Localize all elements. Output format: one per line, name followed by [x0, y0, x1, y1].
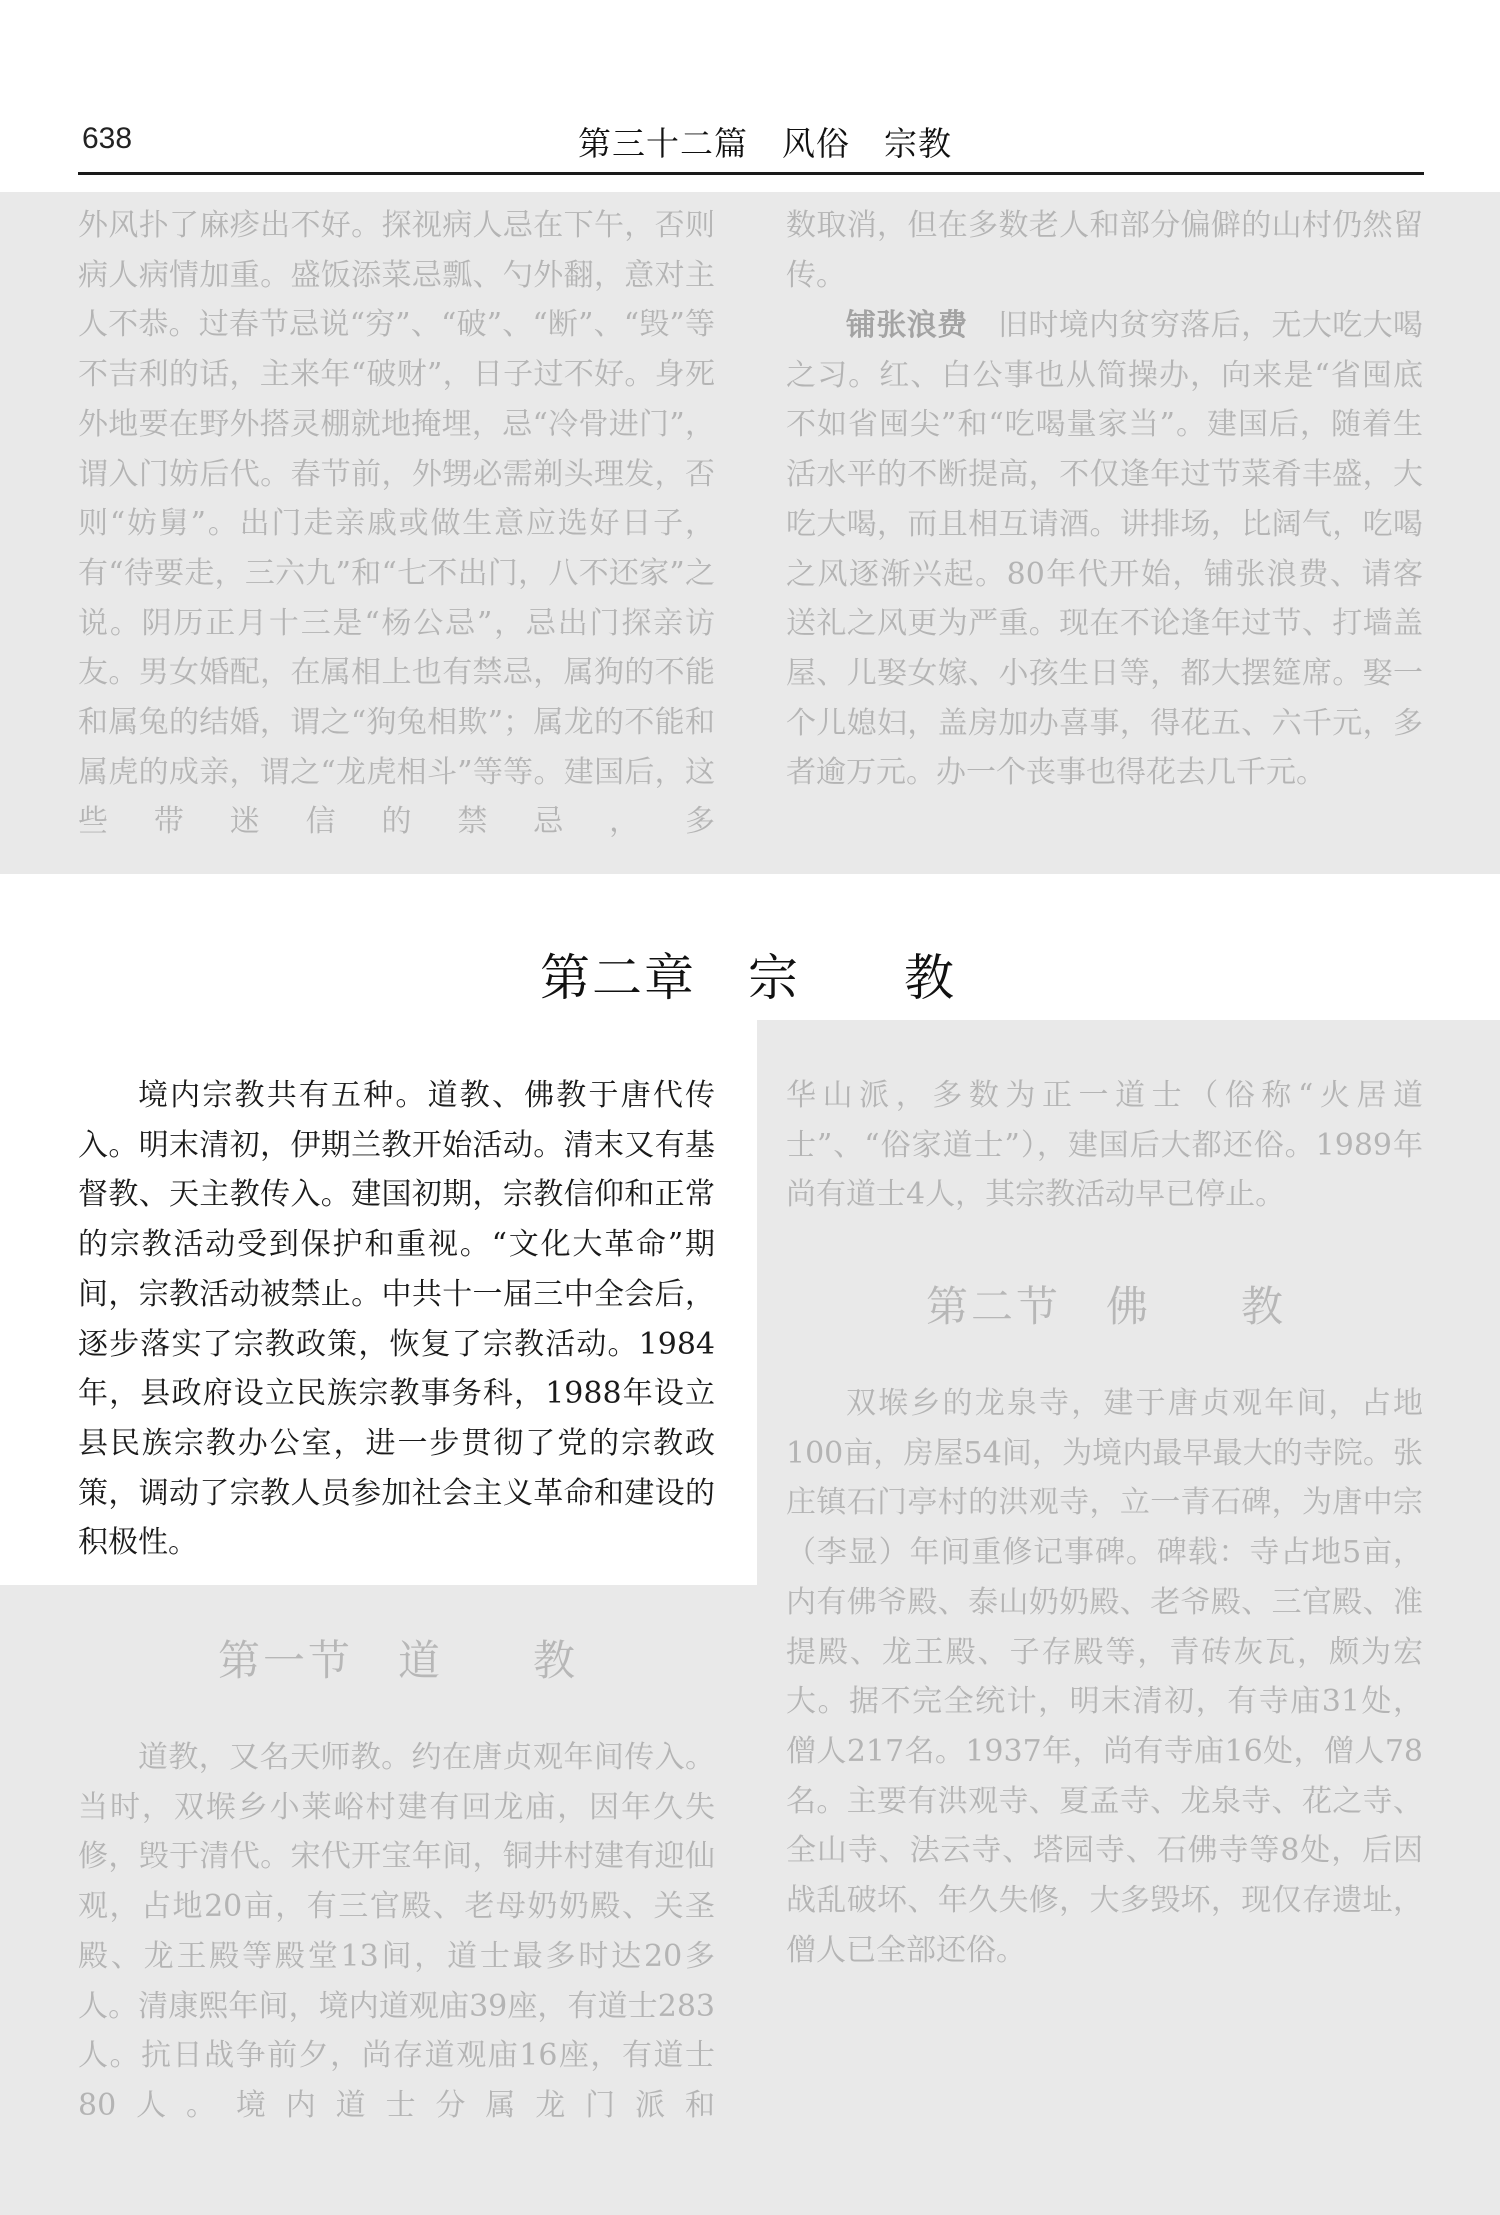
wasteful-spending-heading: 铺张浪费	[846, 308, 968, 343]
daoism-continued-paragraph: 华山派，多数为正一道士（俗称“火居道士”、“俗家道士”），建国后大都还俗。1989年尚有道士4人，其宗教活动早已停止。	[786, 1078, 1423, 1213]
daoism-paragraph: 道教，又名天师教。约在唐贞观年间传入。当时，双堠乡小莱峪村建有回龙庙，因年久失修，毁于清代。宋代开宝年间，铜井村建有迎仙观，占地20亩，有三官殿、老母奶奶殿、关圣殿、龙王殿等殿堂13间，道士最多时达20多人。清康熙年间，境内道观庙39座，有道士283人。抗日战争前夕，尚存道观庙16座，有道士80人。境内道士分属龙门派和	[78, 1740, 715, 2123]
wasteful-spending-text: 旧时境内贫穷落后，无大吃大喝之习。红、白公事也从简操办，向来是“省囤底不如省囤尖”和“吃喝量家当”。建国后，随着生活水平的不断提高，不仅逢年过节菜肴丰盛，大吃大喝，而且相互请酒。讲排场，比阔气，吃喝之风逐渐兴起。80年代开始，铺张浪费、请客送礼之风更为严重。现在不论逢年过节、打墙盖屋、儿娶女嫁、小孩生日等，都大摆筵席。娶一个儿媳妇，盖房加办喜事，得花五、六千元，多者逾万元。办一个丧事也得花去几千元。	[786, 308, 1424, 791]
chapter-intro-paragraph: 境内宗教共有五种。道教、佛教于唐代传入。明末清初，伊期兰教开始活动。清末又有基督教、天主教传入。建国初期，宗教信仰和正常的宗教活动受到保护和重视。“文化大革命”期间，宗教活动被禁止。中共十一届三中全会后，逐步落实了宗教政策，恢复了宗教活动。1984年，县政府设立民族宗教事务科，1988年设立县民族宗教办公室，进一步贯彻了党的宗教政策，调动了宗教人员参加社会主义革命和建设的积极性。	[78, 1078, 715, 1561]
section-title-daoism: 第一节 道 教	[218, 1636, 579, 1685]
chapter-title: 第二章 宗 教	[540, 949, 956, 1007]
page-header	[0, 0, 1500, 180]
buddhism-paragraph: 双堠乡的龙泉寺，建于唐贞观年间，占地100亩，房屋54间，为境内最早最大的寺院。张庄镇石门亭村的洪观寺，立一青石碑，为唐中宗（李显）年间重修记事碑。碑载：寺占地5亩，内有佛爷殿、泰山奶奶殿、老爷殿、三官殿、准提殿、龙王殿、子存殿等，青砖灰瓦，颇为宏大。据不完全统计，明末清初，有寺庙31处，僧人217名。1937年，尚有寺庙16处，僧人78名。主要有洪观寺、夏孟寺、龙泉寺、花之寺、全山寺、法云寺、塔园寺、石佛寺等8处，后因战乱破坏、年久失修，大多毁坏，现仅存遗址，僧人已全部还俗。	[786, 1386, 1423, 1968]
top-right-paragraph-continued: 数取消，但在多数老人和部分偏僻的山村仍然留传。	[786, 208, 1423, 293]
top-right-paragraph	[786, 301, 1423, 798]
header-rule	[78, 172, 1424, 175]
section-title-buddhism: 第二节 佛 教	[926, 1282, 1287, 1331]
running-title: 第三十二篇 风俗 宗教	[578, 124, 952, 163]
top-left-paragraph: 外风扑了麻疹出不好。探视病人忌在下午，否则病人病情加重。盛饭添菜忌瓢、勺外翻，意对主人不恭。过春节忌说“穷”、“破”、“断”、“毁”等不吉利的话，主来年“破财”，日子过不好。身死外地要在野外搭灵棚就地掩埋，忌“冷骨进门”，谓入门妨后代。春节前，外甥必需剃头理发，否则“妨舅”。出门走亲戚或做生意应选好日子，有“待要走，三六九”和“七不出门，八不还家”之说。阴历正月十三是“杨公忌”，忌出门探亲访友。男女婚配，在属相上也有禁忌，属狗的不能和属兔的结婚，谓之“狗兔相欺”；属龙的不能和属虎的成亲，谓之“龙虎相斗”等等。建国后，这些带迷信的禁忌，多	[78, 208, 715, 840]
page-number: 638	[82, 122, 133, 155]
